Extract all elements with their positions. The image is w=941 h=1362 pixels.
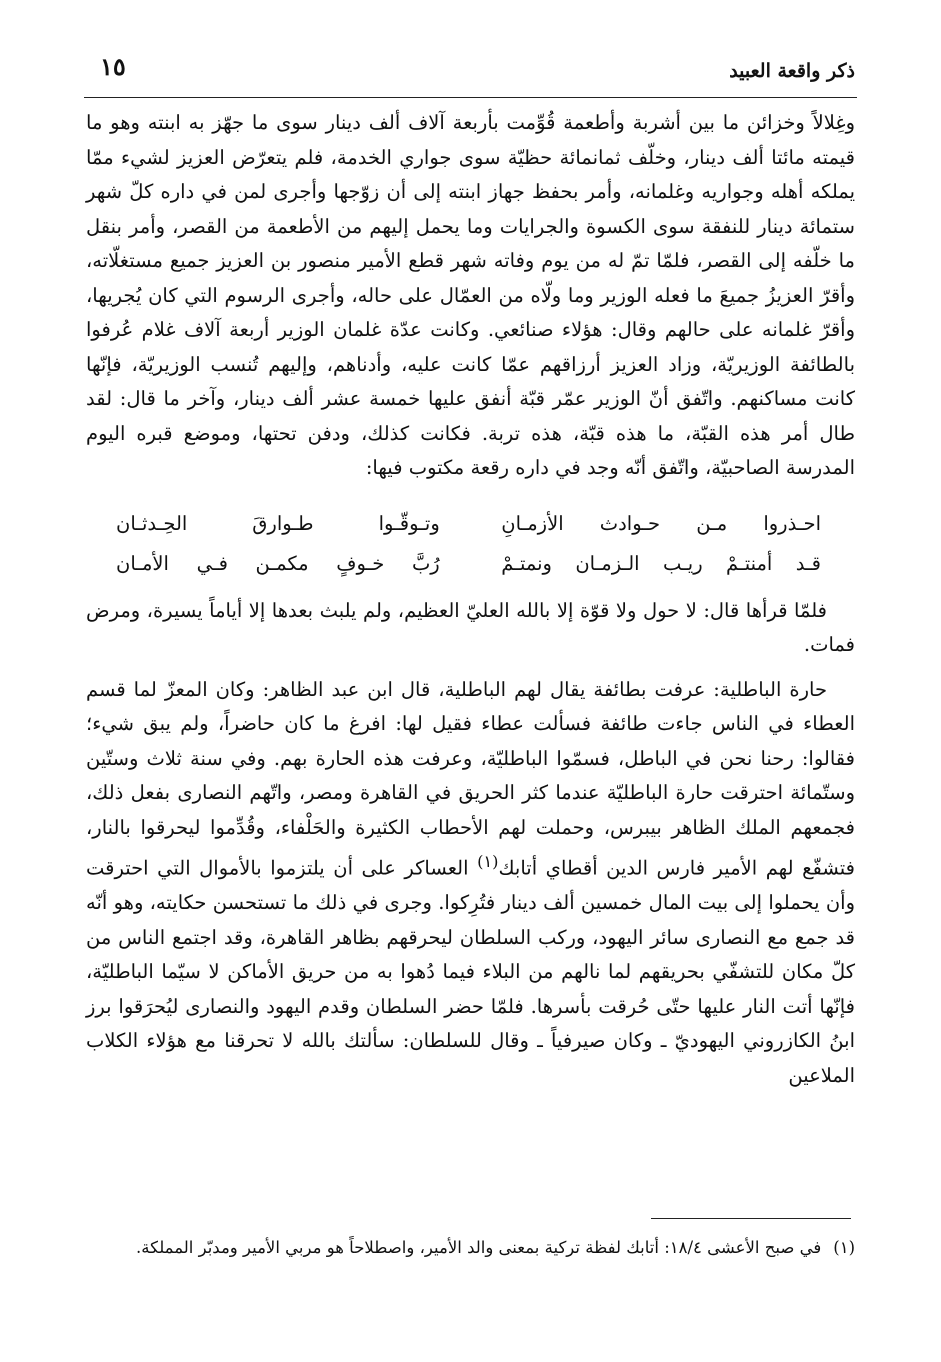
poem-hemistich-second: رُبَّ خـوفٍ مكمـن فـي الأمـان	[116, 551, 440, 575]
footnote-number: (١)	[833, 1238, 855, 1257]
poem-hemistich-second: وتـوقّـوا طـوارقَ الحِـدثـان	[116, 511, 440, 535]
main-text	[86, 106, 855, 1093]
paragraph-batiliyya	[86, 673, 855, 1094]
footnote-text: في صبح الأعشى ١٨/٤: أتابك لفظة تركية بمعنى والد الأمير، واصطلاحاً هو مربي الأمير ومدبّر المملكة.	[136, 1238, 822, 1257]
paragraph-batiliyya-part1: حارة الباطلية: عرفت بطائفة يقال لهم الباطلية، قال ابن عبد الظاهر: وكان المعزّ لما قسم العطاء في الناس جاءت طائفة فسألت عطاء فقيل لها: افرغ ما كان حاضراً، ولم يبق شيء؛ فقالوا: رحنا نحن في الباطل، فسمّوا الباطليّة، وعرفت هذه الحارة بهم. وفي سنة ثلاث وستّين وستّمائة احترقت حارة الباطليّة عندما كثر الحريق في القاهرة ومصر، واتّهم النصارى بفعل ذلك، فجمعهم الملك الظاهر بيبرس، وحملت لهم الأحطاب الكثيرة والحَلْفاء، وقُدِّموا ليحرقوا بالنار، فتشفّع لهم الأمير فارس الدين أقطاي أتابك	[86, 677, 855, 880]
page-number: ١٥	[100, 52, 126, 81]
header-divider	[84, 97, 857, 98]
footnote-divider	[651, 1218, 851, 1219]
footnote	[90, 1235, 855, 1261]
poem	[86, 504, 855, 584]
poem-verse	[86, 504, 855, 544]
poem-hemistich-first: قـد أمنتـمْ ريـب الـزمـان ونمتـمْ	[501, 551, 821, 575]
paragraph-after-poem: فلمّا قرأها قال: لا حول ولا قوّة إلا بالله العليّ العظيم، ولم يلبث بعدها إلا أياماً يسيرة، ومرض فمات.	[86, 598, 855, 656]
poem-verse	[86, 544, 855, 584]
running-title: ذكر واقعة العبيد	[729, 60, 855, 82]
page-header	[86, 52, 855, 92]
footnote-reference[interactable]: (١)	[477, 852, 499, 871]
paragraph-vizier-estate: وغِلالاً وخزائن ما بين أشربة وأطعمة قُوِّمت بأربعة آلاف ألف دينار سوى ما جهّز به ابنته وهو ما قيمته مائتا ألف دينار، وخلّف ثمانمائة حظيّة سوى جواري الخدمة، فلم يتعرّض العزيز لشيء ممّا يملكه أهله وجواريه وغلمانه، وأمر بحفظ جهاز ابنته إلى أن زوّجها وأجرى لمن في داره كلّ شهر ستمائة دينار للنفقة سوى الكسوة والجرايات وما يحمل إليهم من الأطعمة من القصر، وأمر بنقل ما خلّفه إلى القصر، فلمّا تمّ له من يوم وفاته شهر قطع الأمير منصور بن العزيز جميع مستغلّاته، وأقرّ العزيزُ جميعَ ما فعله الوزير وما ولّاه من العمّال على حاله، وأجرى الرسوم التي كان يُجريها، وأقرّ غلمانه على حالهم وقال: هؤلاء صنائعي. وكانت عدّة غلمان الوزير أربعة آلاف غلام عُرفوا بالطائفة الوزيريّة، وزاد العزيز أرزاقهم عمّا كانت عليه، وأدناهم، وإليهم تُنسب الوزيريّة، فإنّها كانت مساكنهم. واتّفق أنّ الوزير عمّر قبّة أنفق عليها خمسة عشر ألف دينار، وآخر ما قال: لقد طال أمر هذه القبّة، ما هذه قبّة، هذه تربة. فكانت كذلك، ودفن تحتها، وموضع قبره اليوم المدرسة الصاحبيّة، واتّفق أنّه وجد في داره رقعة مكتوب فيها:	[86, 111, 855, 479]
paragraph-batiliyya-part2: العساكر على أن يلتزموا بالأموال التي احترقت وأن يحملوا إلى بيت المال خمسين ألف دينار فتُرِكوا. وجرى في ذلك ما تستحسن حكايته، وهو أنّه قد جمع مع النصارى سائر اليهود، وركب السلطان ليحرقهم بظاهر القاهرة، وقد اجتمع الناس من كلّ مكان للتشفّي بحريقهم لما نالهم من البلاء فيما دُهوا به من حريق الأماكن لا سيّما الباطليّة، فإنّها أتت النار عليها حتّى حُرقت بأسرها. فلمّا حضر السلطان وقدم اليهود والنصارى ليُحرَقوا برز ابنُ الكازروني اليهوديّ ـ وكان صيرفياً ـ وقال للسلطان: سألتك بالله لا تحرقنا مع هؤلاء الكلاب الملاعين	[86, 856, 855, 1087]
poem-hemistich-first: احـذروا مـن حـوادث الأزمـانِ	[501, 511, 821, 535]
